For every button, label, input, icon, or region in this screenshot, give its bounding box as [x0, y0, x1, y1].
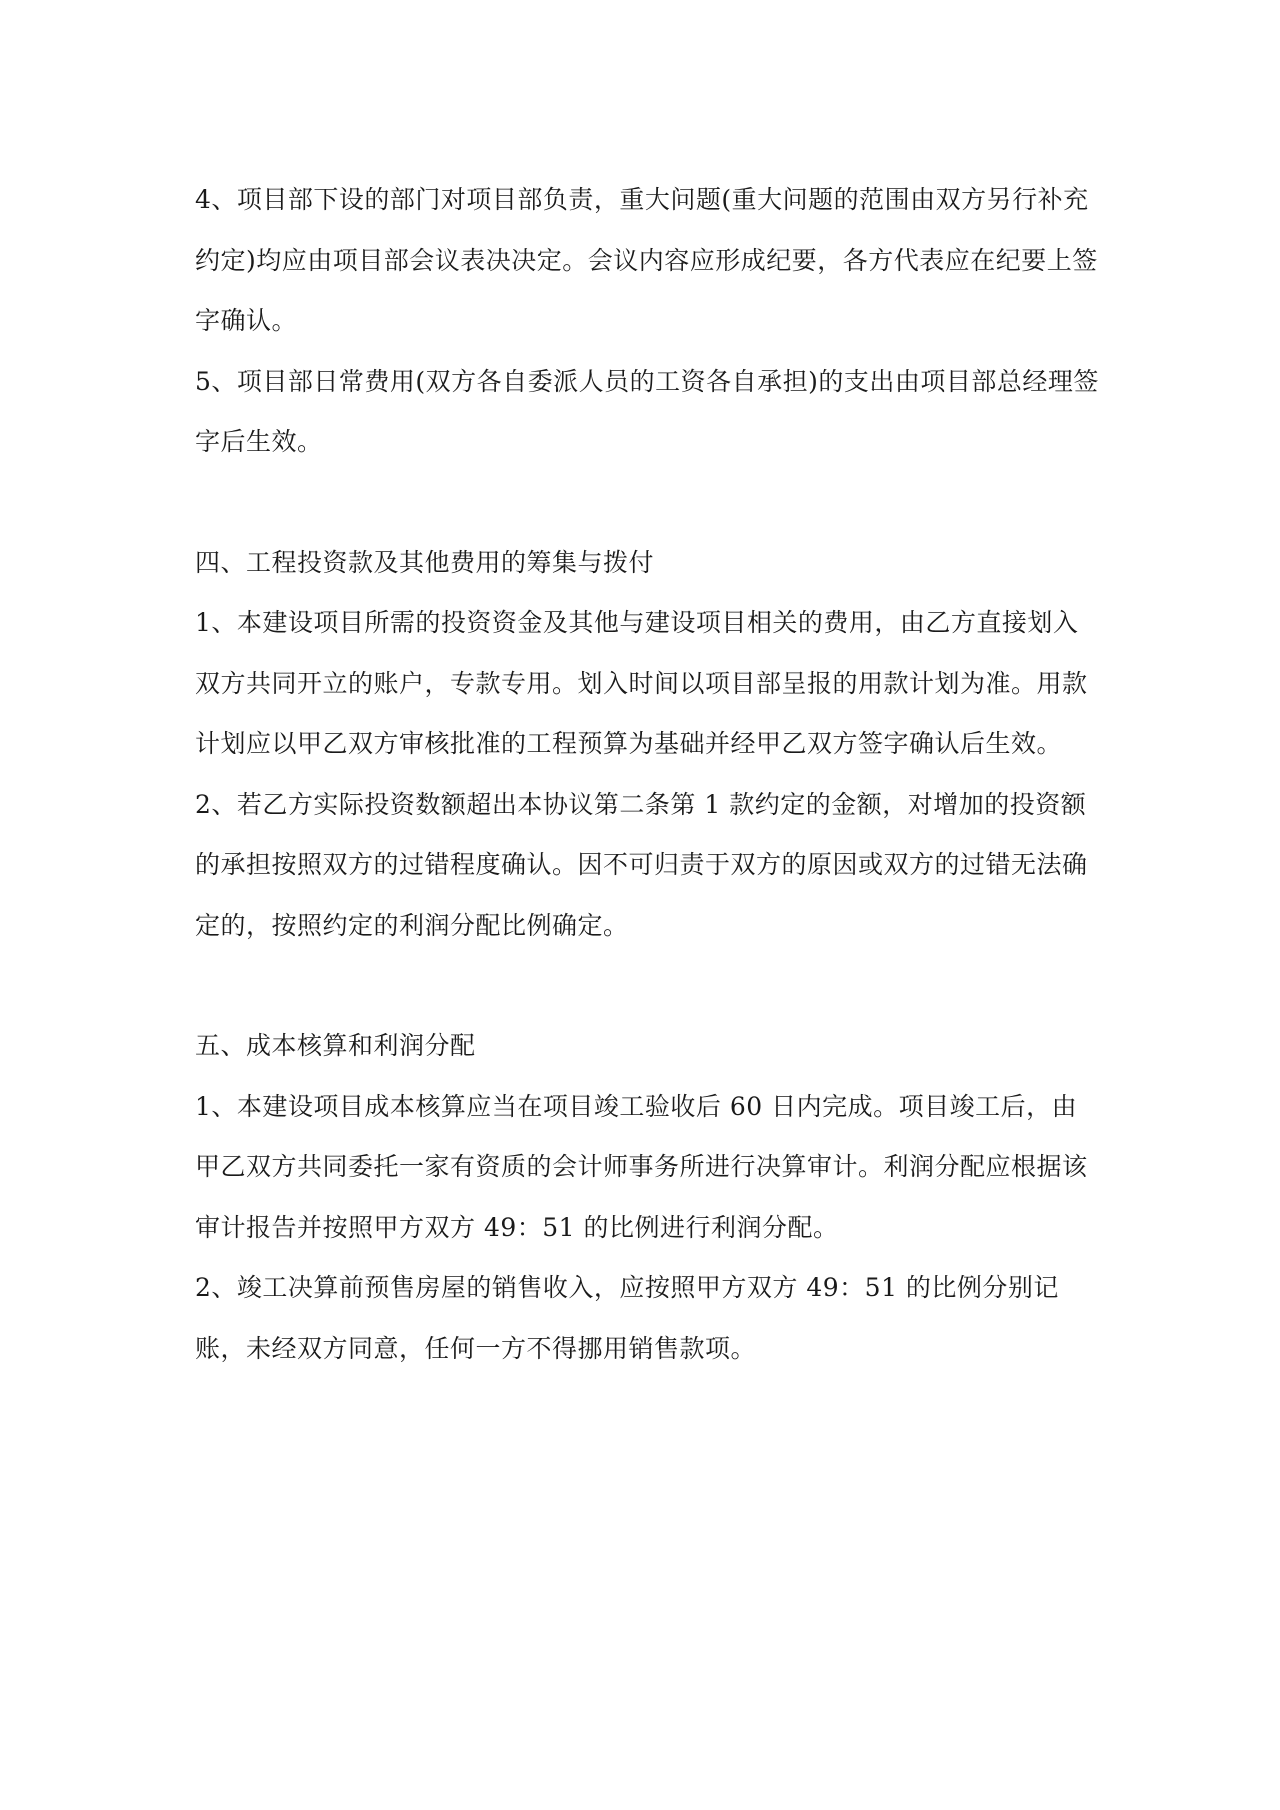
clause-3-5: 5、项目部日常费用(双方各自委派人员的工资各自承担)的支出由项目部总经理签字后生效。: [195, 366, 1099, 456]
section-spacer: [195, 956, 1100, 1016]
clause-4-1: 1、本建设项目所需的投资资金及其他与建设项目相关的费用，由乙方直接划入双方共同开立的账户，专款专用。划入时间以项目部呈报的用款计划为准。用款计划应以甲乙双方审核批准的工程预算为基础并经甲乙双方签字确认后生效。: [195, 608, 1088, 758]
section-spacer: [195, 473, 1100, 533]
clause-5-2: 2、竣工决算前预售房屋的销售收入，应按照甲方双方 49：51 的比例分别记账，未经双方同意，任何一方不得挪用销售款项。: [195, 1273, 1059, 1363]
clause-3-4: 4、项目部下设的部门对项目部负责，重大问题(重大问题的范围由双方另行补充约定)均应由项目部会议表决决定。会议内容应形成纪要，各方代表应在纪要上签字确认。: [195, 185, 1098, 335]
section-5-heading: 五、成本核算和利润分配: [195, 1031, 476, 1060]
clause-5-1: 1、本建设项目成本核算应当在项目竣工验收后 60 日内完成。项目竣工后，由甲乙双方共同委托一家有资质的会计师事务所进行决算审计。利润分配应根据该审计报告并按照甲方双方 49：51 的比例进行利润分配。: [195, 1091, 1088, 1242]
clause-4-2: 2、若乙方实际投资数额超出本协议第二条第 1 款约定的金额，对增加的投资额的承担按照双方的过错程度确认。因不可归责于双方的原因或双方的过错无法确定的，按照约定的利润分配比例确定。: [195, 789, 1088, 940]
document-body: [195, 170, 1100, 1379]
section-4-heading: 四、工程投资款及其他费用的筹集与拨付: [195, 547, 655, 577]
